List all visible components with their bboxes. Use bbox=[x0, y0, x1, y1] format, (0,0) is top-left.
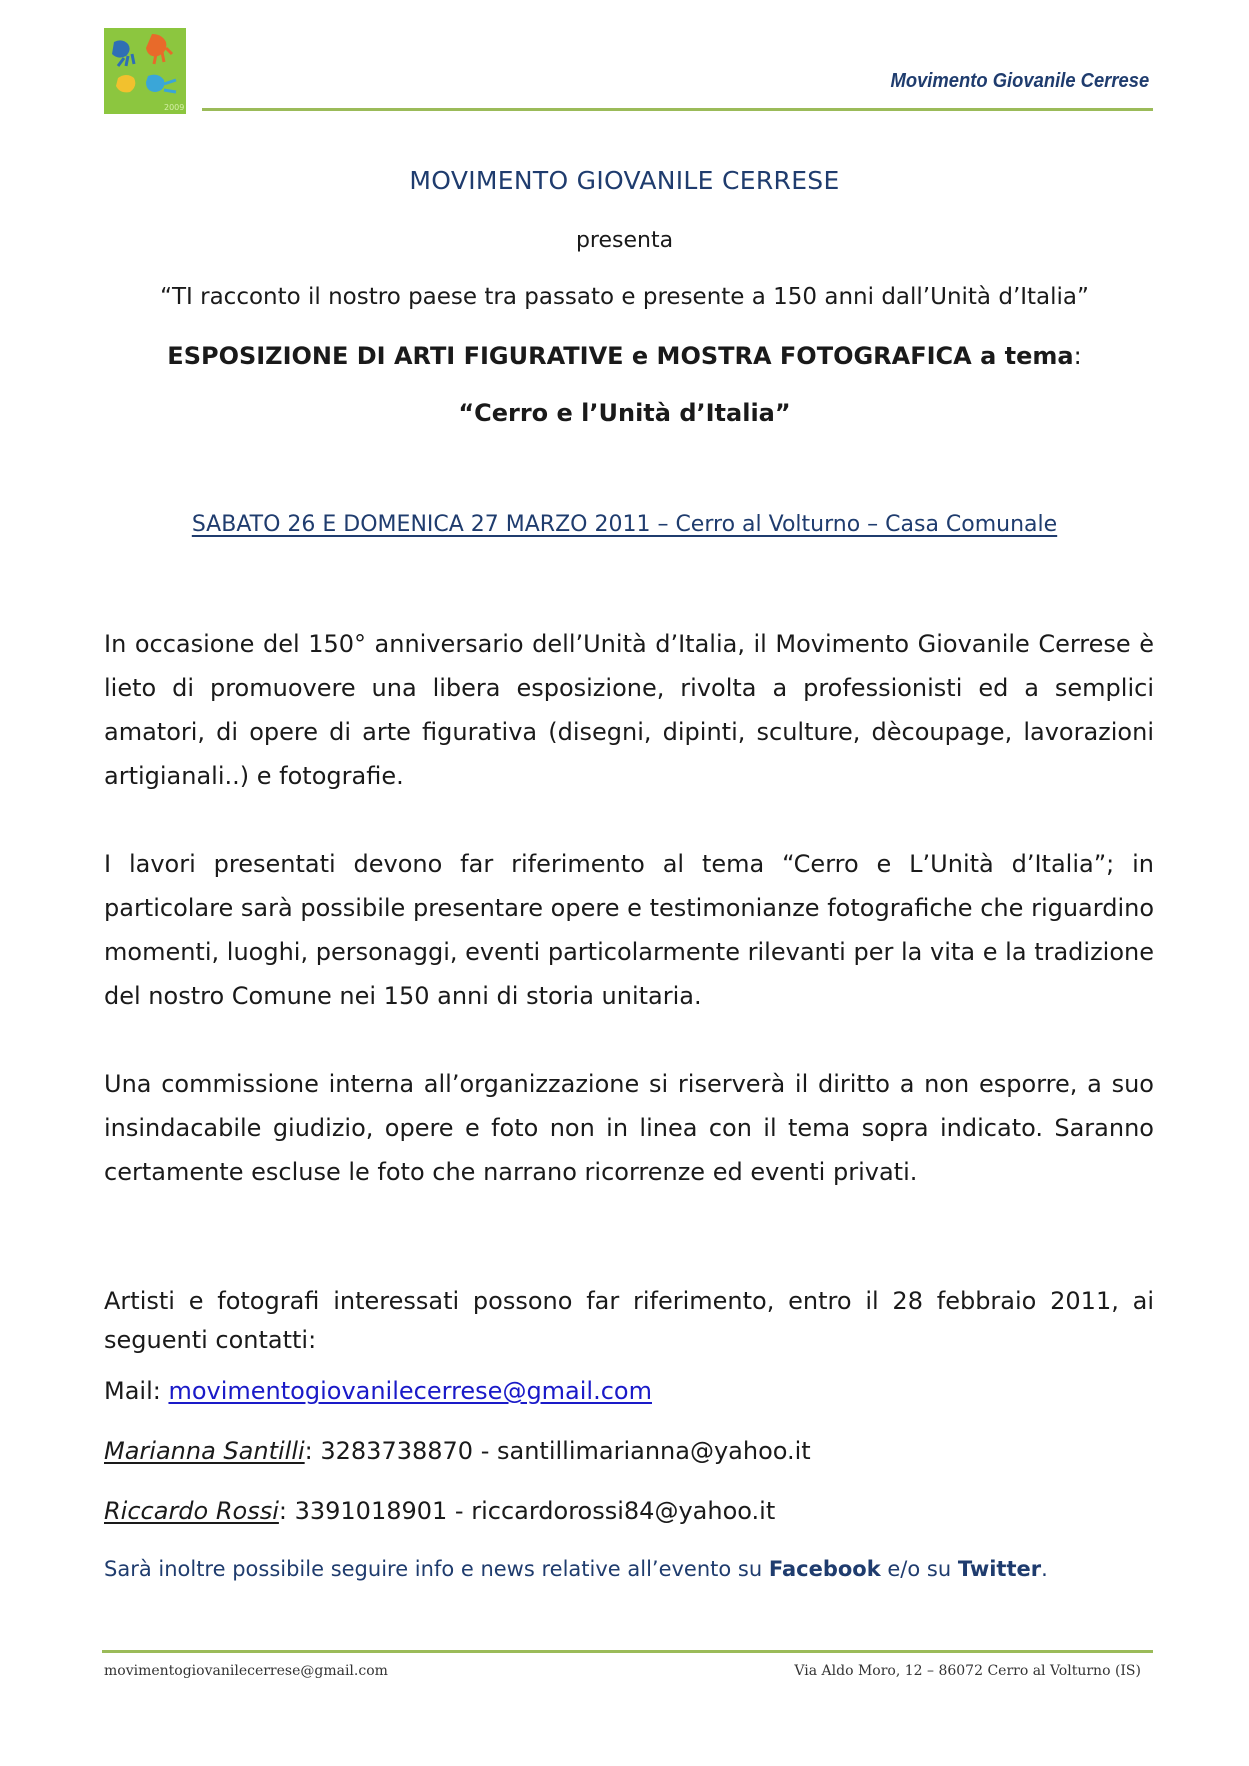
social-middle: e/o su bbox=[880, 1557, 958, 1581]
logo-year: 2009 bbox=[164, 103, 185, 112]
logo bbox=[104, 28, 186, 114]
footer-email: movimentogiovanilecerrese@gmail.com bbox=[104, 1663, 388, 1679]
contact-person bbox=[104, 1437, 811, 1465]
paragraph-commission: Una commissione interna all’organizzazione si riserverà il diritto a non esporre, a suo insindacabile giudizio, opere e foto non in linea con il tema sopra indicato. Saranno certamente escluse le foto che narrano ricorrenze ed eventi privati. bbox=[104, 1070, 1154, 1186]
facebook-label: Facebook bbox=[768, 1557, 881, 1581]
organization-title: MOVIMENTO GIOVANILE CERRESE bbox=[409, 166, 840, 195]
paragraph-theme: I lavori presentati devono far riferimento al tema “Cerro e L’Unità d’Italia”; in particolare sarà possibile presentare opere e testimonianze fotografiche che riguardino momenti, luoghi, personaggi, eventi particolarmente rilevanti per la vita e la tradizione del nostro Comune nei 150 anni di storia unitaria. bbox=[104, 850, 1154, 1010]
twitter-label: Twitter bbox=[957, 1557, 1042, 1581]
exhibition-title bbox=[0, 342, 1249, 370]
social-note bbox=[104, 1557, 1048, 1581]
header-title: Movimento Giovanile Cerrese bbox=[890, 70, 1149, 92]
contact-name: Riccardo Rossi bbox=[104, 1497, 279, 1525]
paragraph-intro: In occasione del 150° anniversario dell’Unità d’Italia, il Movimento Giovanile Cerrese è lieto di promuovere una libera esposizione, rivolta a professionisti ed a semplici amatori, di opere di arte figurativa (disegni, dipinti, sculture, dècoupage, lavorazioni artigianali..) e fotografie. bbox=[104, 630, 1154, 790]
theme-title: “Cerro e l’Unità d’Italia” bbox=[458, 399, 791, 427]
mail-link[interactable]: movimentogiovanilecerrese@gmail.com bbox=[168, 1377, 652, 1405]
footer-address: Via Aldo Moro, 12 – 86072 Cerro al Volturno (IS) bbox=[794, 1663, 1141, 1679]
header-divider bbox=[202, 108, 1153, 111]
contact-name: Marianna Santilli bbox=[104, 1437, 305, 1465]
paragraph-contacts-intro: Artisti e fotografi interessati possono far riferimento, entro il 28 febbraio 2011, ai seguenti contatti: bbox=[104, 1287, 1154, 1354]
presents-label: presenta bbox=[575, 228, 674, 253]
social-prefix: Sarà inoltre possibile seguire info e news relative all’evento su bbox=[104, 1557, 769, 1581]
event-subtitle: “TI racconto il nostro paese tra passato e presente a 150 anni dall’Unità d’Italia” bbox=[160, 284, 1089, 310]
event-date-location bbox=[0, 512, 1249, 537]
contact-details: : 3283738870 - santillimarianna@yahoo.it bbox=[304, 1437, 811, 1465]
exhibition-title-text: ESPOSIZIONE DI ARTI FIGURATIVE e MOSTRA FOTOGRAFICA a tema bbox=[167, 342, 1074, 370]
contact-mail bbox=[104, 1377, 652, 1405]
social-suffix: . bbox=[1041, 1557, 1048, 1581]
event-date-location-text: SABATO 26 E DOMENICA 27 MARZO 2011 – Cerro al Volturno – Casa Comunale bbox=[191, 512, 1058, 537]
contact-person bbox=[104, 1497, 775, 1525]
contact-details: : 3391018901 - riccardorossi84@yahoo.it bbox=[278, 1497, 776, 1525]
mail-label: Mail: bbox=[104, 1377, 169, 1405]
exhibition-title-colon: : bbox=[1073, 342, 1082, 370]
footer-divider bbox=[102, 1650, 1153, 1653]
